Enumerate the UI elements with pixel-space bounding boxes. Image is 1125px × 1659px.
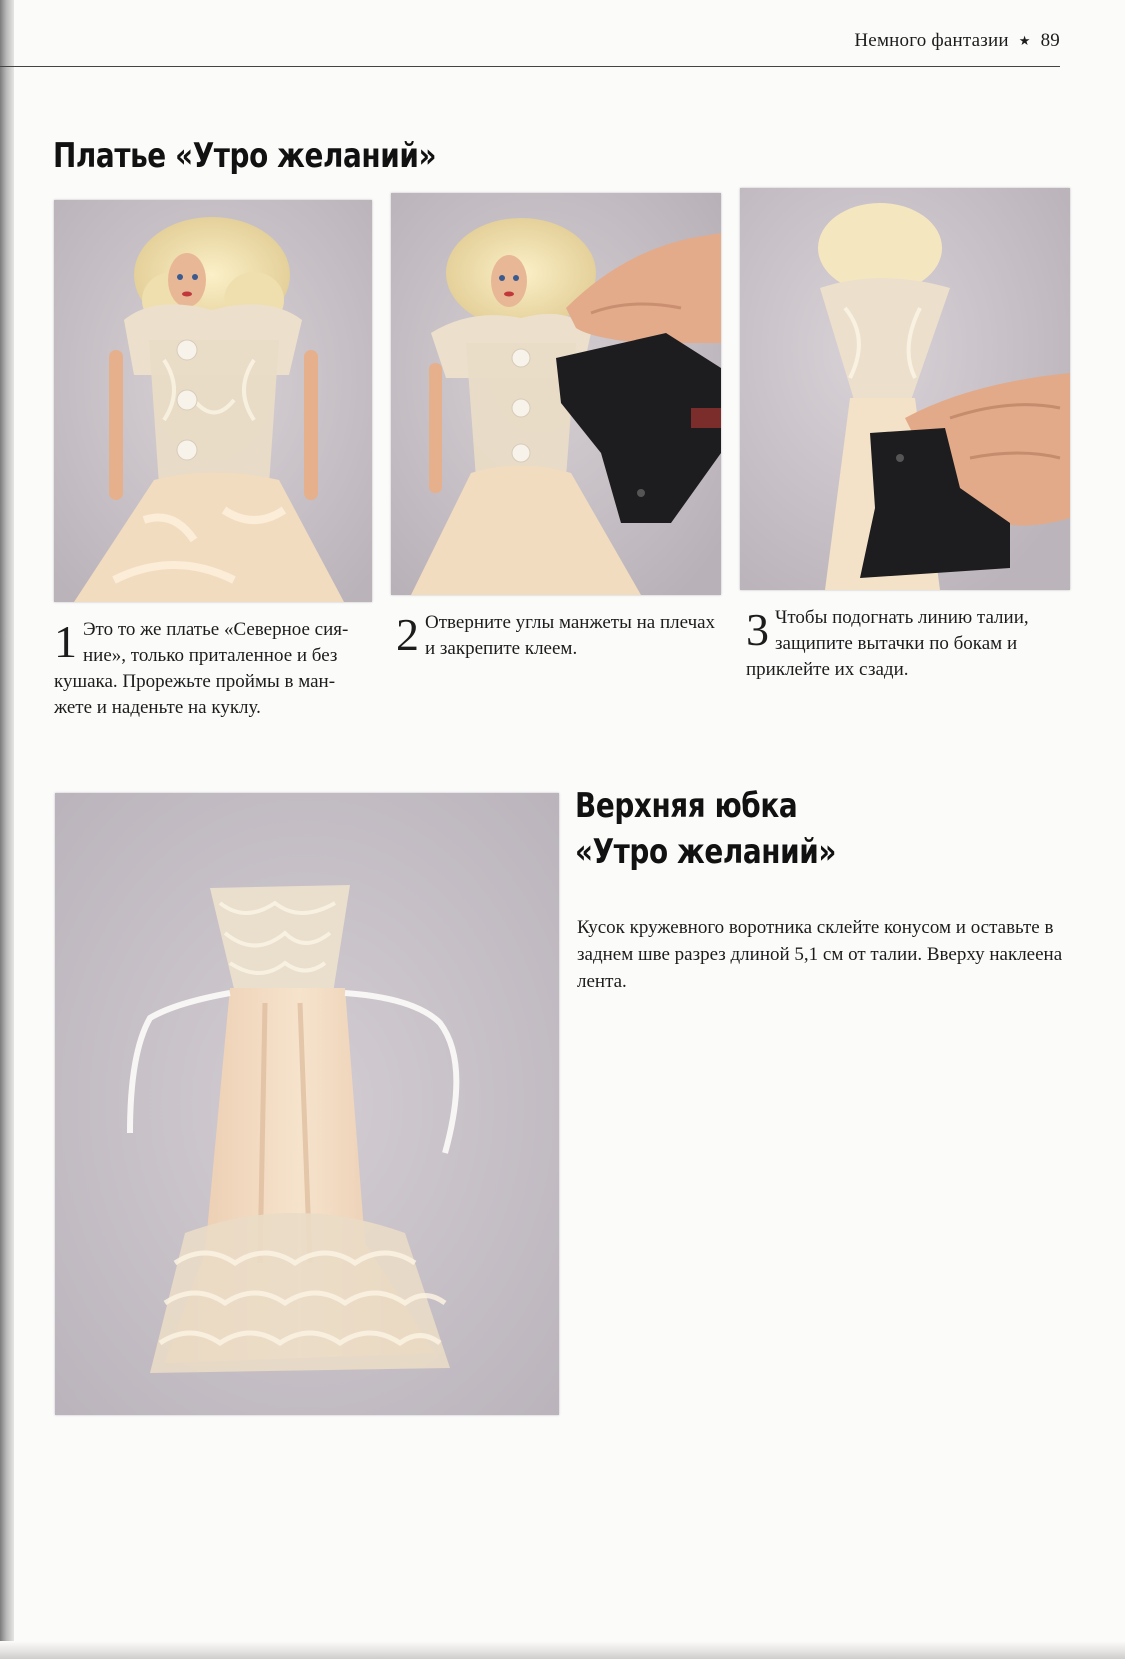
step-number: 2 (396, 609, 419, 660)
header-rule (0, 66, 1060, 67)
section-title-dress: Платье «Утро желаний» (53, 136, 437, 176)
overskirt-description: Кусок кружевного воротника склейте конусом и оставьте в заднем шве разрез длиной 5,1 см от талии. Вверху наклеена лента. (577, 917, 1063, 992)
photo-overskirt (55, 793, 559, 1415)
step-number: 3 (746, 604, 769, 655)
step-text: защипите вытачки по бокам и приклейте их сзади. (746, 633, 1018, 680)
page-number: 89 (1040, 30, 1060, 51)
step-text: плечах и закрепите клеем. (425, 612, 716, 659)
photo-step-1 (54, 200, 372, 602)
step-text-line1: Чтобы подогнать линию талии, (775, 607, 1029, 628)
step-text-line1: Отверните углы манжеты на (425, 612, 656, 633)
running-header (854, 30, 1060, 52)
photo-step-2 (391, 193, 721, 595)
section-title-line-2: «Утро желаний» (575, 832, 836, 872)
section-title-overskirt (575, 783, 836, 875)
book-binding-shadow (0, 0, 14, 1659)
step-2 (396, 610, 716, 662)
step-text: ние», только приталенное и без кушака. Прорежьте проймы в ман-жете и наденьте на куклу. (54, 645, 338, 718)
step-number: 1 (54, 616, 77, 667)
step-1 (54, 617, 364, 721)
photo-step-3 (740, 188, 1070, 590)
star-icon: ★ (1018, 33, 1031, 48)
running-header-section: Немного фантазии (854, 30, 1009, 51)
step-3 (746, 605, 1066, 683)
page-bottom-edge (0, 1641, 1125, 1659)
section-title-line-1: Верхняя юбка (575, 786, 798, 826)
step-text-line1: Это то же платье «Северное сия- (83, 619, 349, 640)
